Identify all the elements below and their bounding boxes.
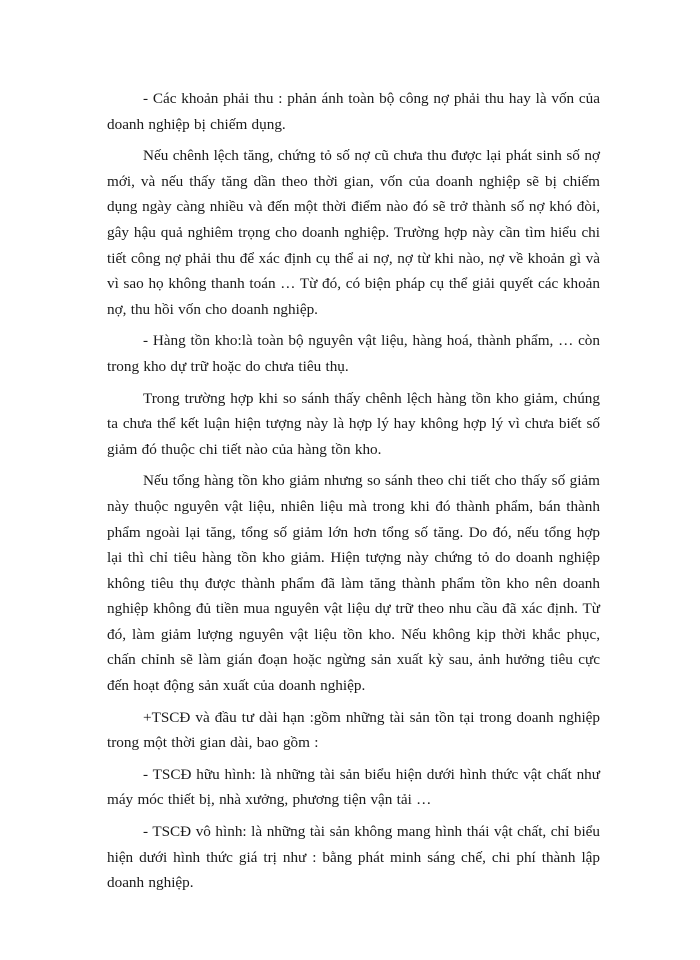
paragraph-inventory: - Hàng tồn kho:là toàn bộ nguyên vật liệu, hàng hoá, thành phẩm, … còn trong kho dự trữ hoặc do chưa tiêu thụ.: [107, 332, 600, 375]
paragraph-fixed-assets: +TSCĐ và đầu tư dài hạn :gồm những tài sản tồn tại trong doanh nghiệp trong một thời gian dài, bao gồm :: [107, 708, 600, 752]
document-page: [107, 86, 600, 902]
paragraph-intangible-assets: - TSCĐ vô hình: là những tài sản không mang hình thái vật chất, chỉ biểu hiện dưới hình thức giá trị như : bằng phát minh sáng chế, chi phí thành lập doanh nghiệp.: [107, 823, 600, 892]
paragraph-inventory-detail: Nếu tổng hàng tồn kho giảm nhưng so sánh theo chi tiết cho thấy số giảm này thuộc nguyên vật liệu, nhiên liệu mà trong khi đó thành phẩm, bán thành phẩm ngoài lại tăng, tổng số giảm lớn hơn tổng số tăng. Do đó, nếu tổng hợp lại thì chỉ tiêu hàng tồn kho giảm. Hiện tượng này chứng tỏ do doanh nghiệp không tiêu thụ được thành phẩm đã làm tăng thành phẩm tồn kho nên doanh nghiệp không đủ tiền mua nguyên vật liệu dự trữ theo nhu cầu đã xác định. Từ đó, làm giảm lượng nguyên vật liệu tồn kho. Nếu không kịp thời khắc phục, chấn chỉnh sẽ làm gián đoạn hoặc ngừng sản xuất kỳ sau, ảnh hưởng tiêu cực đến hoạt động sản xuất của doanh nghiệp.: [107, 472, 600, 695]
paragraph-receivables-analysis: Nếu chênh lệch tăng, chứng tỏ số nợ cũ chưa thu được lại phát sinh số nợ mới, và nếu thấy tăng dần theo thời gian, vốn của doanh nghiệp sẽ bị chiếm dụng ngày càng nhiều và đến một thời điểm nào đó sẽ trở thành số nợ khó đòi, gây hậu quả nghiêm trọng cho doanh nghiệp. Trường hợp này cần tìm hiểu chi tiết công nợ phải thu để xác định cụ thể ai nợ, nợ từ khi nào, nợ về khoản gì và vì sao họ không thanh toán … Từ đó, có biện pháp cụ thể giải quyết các khoản nợ, thu hồi vốn cho doanh nghiệp.: [107, 147, 600, 318]
paragraph-inventory-decrease: Trong trường hợp khi so sánh thấy chênh lệch hàng tồn kho giảm, chúng ta chưa thể kết luận hiện tượng này là hợp lý hay không hợp lý vì chưa biết số giảm đó thuộc chi tiết nào của hàng tồn kho.: [107, 389, 600, 458]
paragraph-tangible-assets: - TSCĐ hữu hình: là những tài sản biểu hiện dưới hình thức vật chất như máy móc thiết bị, nhà xưởng, phương tiện vận tải …: [107, 765, 600, 809]
paragraph-receivables: - Các khoản phải thu : phản ánh toàn bộ công nợ phải thu hay là vốn của doanh nghiệp bị chiếm dụng.: [107, 90, 600, 133]
